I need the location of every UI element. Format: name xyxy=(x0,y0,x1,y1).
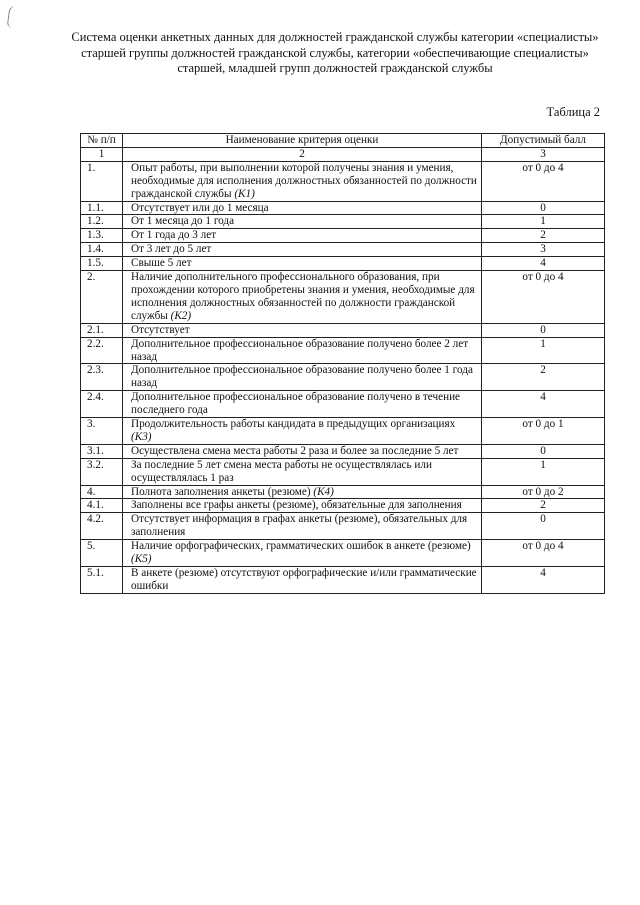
row-score: 4 xyxy=(482,567,605,594)
table-row xyxy=(81,513,605,540)
criterion-text: Наличие дополнительного профессионального образования, при прохождении которого приобретены знания и умения, необходимые для исполнения должностных обязанностей по должности гражданской службы xyxy=(131,271,475,322)
row-score: 4 xyxy=(482,257,605,271)
row-score: 0 xyxy=(482,513,605,540)
table-row xyxy=(81,364,605,391)
row-score: 4 xyxy=(482,391,605,418)
table-row xyxy=(81,243,605,257)
row-criterion xyxy=(123,444,482,458)
row-number: 5. xyxy=(81,540,123,567)
row-number: 4.2. xyxy=(81,513,123,540)
row-criterion xyxy=(123,513,482,540)
row-score: 2 xyxy=(482,229,605,243)
row-score: от 0 до 4 xyxy=(482,540,605,567)
document-title: Система оценки анкетных данных для должностей гражданской службы категории «специалисты» старшей группы должностей гражданской службы, категории «обеспечивающие специалисты» старшей, младшей групп должностей гражданской службы xyxy=(71,30,599,75)
criterion-text: Полнота заполнения анкеты (резюме) xyxy=(131,485,311,498)
criterion-text: Отсутствует информация в графах анкеты (резюме), обязательных для заполнения xyxy=(131,513,468,539)
table-row xyxy=(81,458,605,485)
criterion-text: Дополнительное профессиональное образование получено более 1 года назад xyxy=(131,364,473,390)
table-header-row xyxy=(81,134,605,148)
row-criterion xyxy=(123,271,482,324)
row-number: 3. xyxy=(81,418,123,445)
row-number: 3.1. xyxy=(81,444,123,458)
row-number: 1. xyxy=(81,161,123,201)
index-cell: 2 xyxy=(123,147,482,161)
row-score: 0 xyxy=(482,323,605,337)
table-row xyxy=(81,540,605,567)
row-criterion xyxy=(123,499,482,513)
row-criterion xyxy=(123,458,482,485)
table-row xyxy=(81,201,605,215)
index-cell: 3 xyxy=(482,147,605,161)
row-number: 2.2. xyxy=(81,337,123,364)
row-score: 1 xyxy=(482,458,605,485)
row-number: 2.3. xyxy=(81,364,123,391)
row-score: от 0 до 4 xyxy=(482,271,605,324)
criterion-text: В анкете (резюме) отсутствуют орфографические и/или грамматические ошибки xyxy=(131,567,477,592)
criterion-coefficient: (K2) xyxy=(170,309,192,322)
table-row xyxy=(81,337,605,364)
row-score: 2 xyxy=(482,499,605,513)
criterion-text: Заполнены все графы анкеты (резюме), обязательные для заполнения xyxy=(131,499,462,512)
row-score: 1 xyxy=(482,337,605,364)
table-index-row xyxy=(81,147,605,161)
criterion-text: Дополнительное профессиональное образование получено в течение последнего года xyxy=(131,391,461,417)
row-criterion xyxy=(123,201,482,215)
table-row xyxy=(81,257,605,271)
table-row xyxy=(81,567,605,594)
row-number: 4.1. xyxy=(81,499,123,513)
header-number: № п/п xyxy=(81,134,123,148)
row-criterion xyxy=(123,161,482,201)
table-row xyxy=(81,391,605,418)
header-criterion: Наименование критерия оценки xyxy=(123,134,482,148)
row-criterion xyxy=(123,243,482,257)
criterion-text: Отсутствует xyxy=(131,323,190,336)
index-cell: 1 xyxy=(81,147,123,161)
table-row xyxy=(81,418,605,445)
row-number: 2. xyxy=(81,271,123,324)
row-score: 0 xyxy=(482,201,605,215)
row-number: 2.1. xyxy=(81,323,123,337)
row-number: 1.2. xyxy=(81,215,123,229)
row-criterion xyxy=(123,567,482,594)
row-criterion xyxy=(123,337,482,364)
row-number: 3.2. xyxy=(81,458,123,485)
row-criterion xyxy=(123,323,482,337)
table-row xyxy=(81,161,605,201)
row-number: 4. xyxy=(81,485,123,499)
criterion-text: От 3 лет до 5 лет xyxy=(131,243,212,256)
row-score: от 0 до 4 xyxy=(482,161,605,201)
table-body xyxy=(81,161,605,593)
table-row xyxy=(81,215,605,229)
row-score: 2 xyxy=(482,364,605,391)
criterion-coefficient: (K3) xyxy=(131,430,152,443)
row-score: 0 xyxy=(482,444,605,458)
row-number: 5.1. xyxy=(81,567,123,594)
criterion-text: Отсутствует или до 1 месяца xyxy=(131,201,269,214)
row-score: 3 xyxy=(482,243,605,257)
criterion-text: Дополнительное профессиональное образование получено более 2 лет назад xyxy=(131,337,469,363)
row-criterion xyxy=(123,485,482,499)
criterion-text: От 1 года до 3 лет xyxy=(131,229,217,242)
row-criterion xyxy=(123,418,482,445)
row-criterion xyxy=(123,540,482,567)
criterion-coefficient: (K4) xyxy=(313,485,334,498)
table-row xyxy=(81,499,605,513)
header-score: Допустимый балл xyxy=(482,134,605,148)
row-score: от 0 до 2 xyxy=(482,485,605,499)
table-row xyxy=(81,444,605,458)
row-number: 1.4. xyxy=(81,243,123,257)
row-criterion xyxy=(123,391,482,418)
table-label: Таблица 2 xyxy=(546,105,600,119)
criterion-text: Осуществлена смена места работы 2 раза и более за последние 5 лет xyxy=(131,444,459,457)
row-number: 1.1. xyxy=(81,201,123,215)
row-score: 1 xyxy=(482,215,605,229)
row-criterion xyxy=(123,257,482,271)
row-number: 1.5. xyxy=(81,257,123,271)
table-row xyxy=(81,229,605,243)
table-row xyxy=(81,485,605,499)
row-score: от 0 до 1 xyxy=(482,418,605,445)
row-number: 1.3. xyxy=(81,229,123,243)
scan-mark xyxy=(7,6,17,29)
criterion-coefficient: (K1) xyxy=(234,187,255,200)
criterion-text: От 1 месяца до 1 года xyxy=(131,215,235,228)
criterion-coefficient: (K5) xyxy=(131,553,152,566)
table-row xyxy=(81,271,605,324)
row-criterion xyxy=(123,364,482,391)
criterion-text: Продолжительность работы кандидата в предыдущих организациях xyxy=(131,418,456,431)
criterion-text: Свыше 5 лет xyxy=(131,257,192,270)
criterion-text: За последние 5 лет смена места работы не осуществлялась или осуществлялась 1 раз xyxy=(131,458,432,484)
row-criterion xyxy=(123,215,482,229)
criterion-text: Опыт работы, при выполнении которой получены знания и умения, необходимые для исполнения должностных обязанностей по должности гражданской службы xyxy=(131,161,477,200)
criterion-text: Наличие орфографических, грамматических ошибок в анкете (резюме) xyxy=(131,540,471,553)
table-row xyxy=(81,323,605,337)
row-criterion xyxy=(123,229,482,243)
criteria-table xyxy=(80,133,605,594)
row-number: 2.4. xyxy=(81,391,123,418)
